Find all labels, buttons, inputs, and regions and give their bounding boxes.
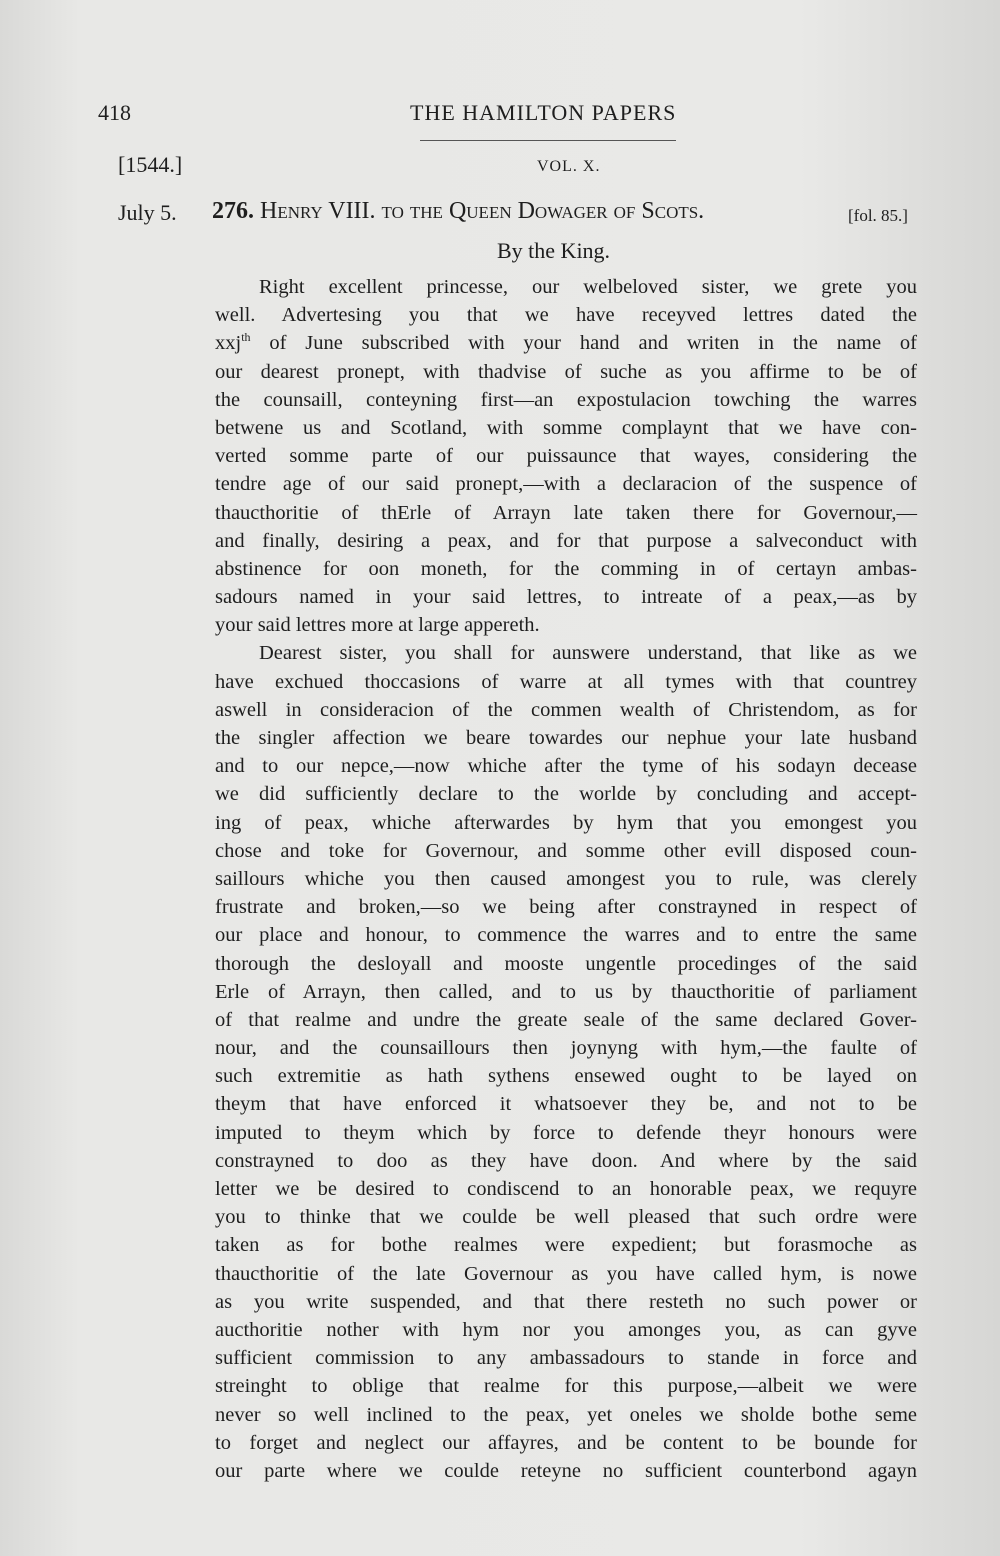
text-line: theym that have enforced it whatsoever they be, and not to be [215, 1093, 917, 1116]
text-line: Erle of Arrayn, then called, and to us by thaucthoritie of parliament [215, 980, 917, 1003]
text-line: such extremitie as hath sythens ensewed ought to be layed on [215, 1065, 917, 1088]
text-line: streinght to oblige that realme for this purpose,—albeit we were [215, 1375, 917, 1398]
text-line: and finally, desiring a peax, and for that purpose a salveconduct with [215, 529, 917, 552]
text-line [215, 329, 917, 357]
entry-heading [212, 198, 704, 225]
text-line: and to our nepce,—now whiche after the tyme of his sodayn decease [215, 755, 917, 778]
entry-date: July 5. [118, 200, 177, 225]
text-line: sadours named in your said lettres, to intreate of a peax,—as by [215, 586, 917, 609]
text-line: nour, and the counsaillours then joynyng with hym,—the faulte of [215, 1037, 917, 1060]
text-line: frustrate and broken,—so we being after constrayned in respect of [215, 896, 917, 919]
entry-title: Henry VIII. to the Queen Dowager of Scots. [260, 198, 705, 224]
letter-body [215, 273, 917, 1485]
text-line: our dearest pronept, with thadvise of suche as you affirme to be of [215, 360, 917, 383]
text-line: chose and toke for Governour, and somme other evill disposed coun- [215, 839, 917, 862]
folio-reference: [fol. 85.] [848, 206, 908, 225]
text-line: thorough the desloyall and mooste ungentle procedinges of the said [215, 952, 917, 975]
text-line: your said lettres more at large appereth. [215, 614, 540, 637]
date-prefix: xxj [215, 332, 242, 355]
text-line: letter we be desired to condiscend to an honorable peax, we requyre [215, 1178, 917, 1200]
text-line: constrayned to doo as they have doon. And where by the said [215, 1149, 917, 1172]
text-line: our parte where we coulde reteyne no sufficient counterbond agayn [215, 1459, 917, 1482]
text-line: well. Advertesing you that we have receyved lettres dated the [215, 304, 917, 327]
text-line: aucthoritie nother with hym nor you amonges you, as can gyve [215, 1318, 917, 1341]
text-line: to forget and neglect our affayres, and be content to be bounde for [215, 1431, 917, 1454]
volume-label: VOL. X. [537, 158, 601, 175]
running-head: THE HAMILTON PAPERS [410, 100, 677, 125]
text-line: sufficient commission to any ambassadours to stande in force and [215, 1347, 917, 1370]
year-margin-note: [1544.] [118, 152, 183, 177]
text-line: have exchued thoccasions of warre at all tymes with that countrey [215, 670, 917, 693]
header-rule [420, 140, 676, 141]
text-line: tendre age of our said pronept,—with a declaracion of the suspence of [215, 473, 917, 496]
text-line: betwene us and Scotland, with somme complaynt that we have con- [215, 416, 917, 439]
text-line: never so well inclined to the peax, yet oneles we sholde bothe seme [215, 1403, 917, 1426]
text-line-remainder: of June subscribed with your hand and writen in the name of [269, 332, 917, 355]
text-line: the counsaill, conteyning first—an expostulacion towching the warres [215, 388, 917, 411]
by-line: By the King. [497, 238, 611, 263]
text-line: you to thinke that we coulde be well pleased that such ordre were [215, 1206, 917, 1229]
text-line: saillours whiche you then caused amongest you to rule, was clerely [215, 867, 917, 890]
text-line: we did sufficiently declare to the worlde by concluding and accept- [215, 783, 917, 806]
text-line: imputed to theym which by force to defende theyr honours were [215, 1121, 917, 1144]
text-line: ing of peax, whiche afterwardes by hym that you emongest you [215, 811, 917, 834]
text-line: taken as for bothe realmes were expedient; but forasmoche as [215, 1234, 917, 1257]
text-line: of that realme and undre the greate seale of the same declared Gover- [215, 1008, 917, 1031]
text-line: thaucthoritie of the late Governour as you have called hym, is nowe [215, 1262, 917, 1285]
page-number: 418 [98, 100, 131, 125]
text-line: Dearest sister, you shall for aunswere understand, that like as we [259, 642, 917, 665]
text-line: our place and honour, to commence the warres and to entre the same [215, 924, 917, 947]
text-line: abstinence for oon moneth, for the comming in of certayn ambas- [215, 557, 917, 580]
entry-number: 276. [212, 198, 254, 224]
text-line: the singler affection we beare towardes our nephue your late husband [215, 727, 917, 749]
text-line: verted somme parte of our puissaunce that wayes, considering the [215, 445, 917, 468]
text-line: aswell in consideracion of the commen wealth of Christendom, as for [215, 698, 917, 721]
text-line: thaucthoritie of thErle of Arrayn late taken there for Governour,— [215, 501, 917, 524]
text-line: as you write suspended, and that there resteth no such power or [215, 1290, 917, 1313]
text-line: Right excellent princesse, our welbeloved sister, we grete you [259, 276, 917, 298]
date-superscript: th [241, 330, 251, 345]
